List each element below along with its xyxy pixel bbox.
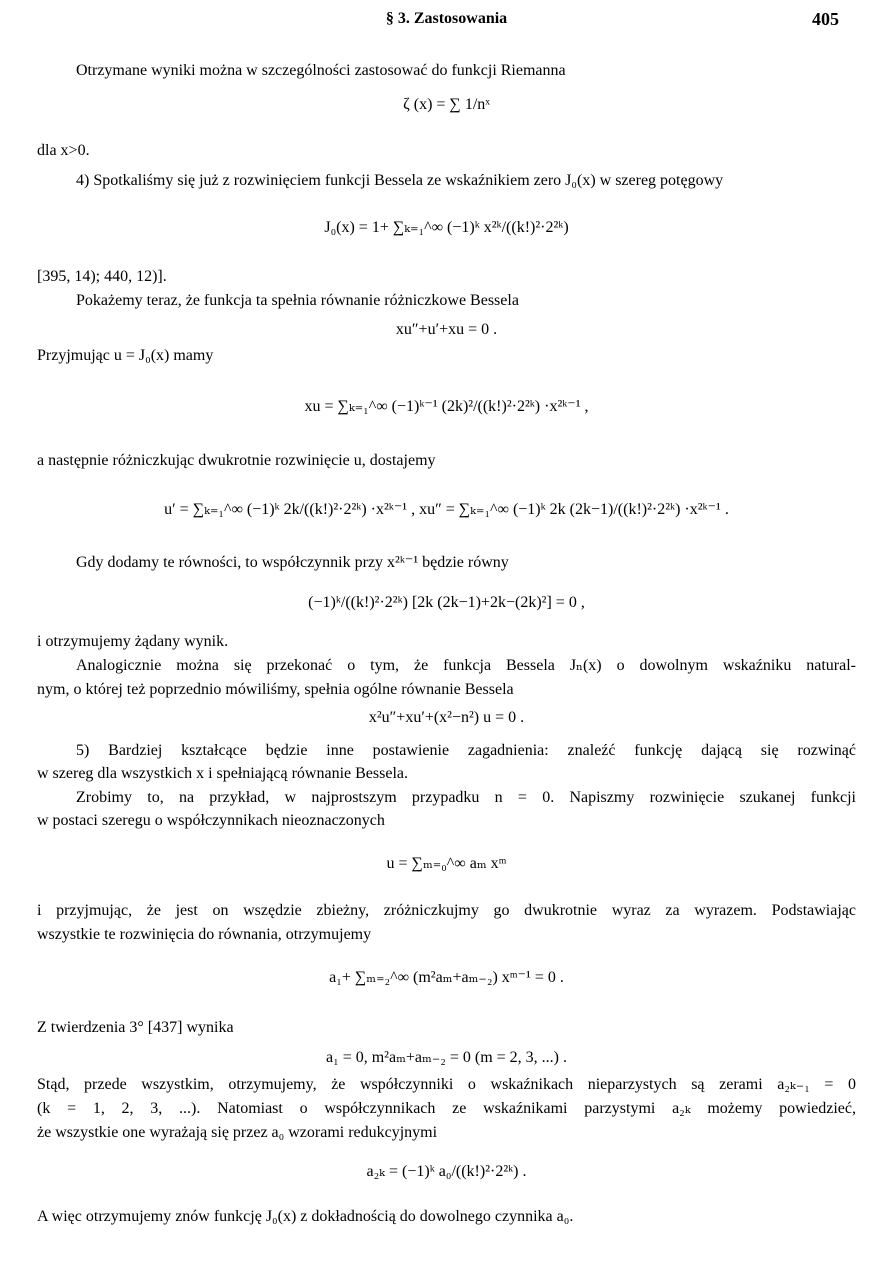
equation-derivatives: u′ = ∑ₖ₌₁^∞ (−1)ᵏ 2k/((k!)²·2²ᵏ) ·x²ᵏ⁻¹ , xu″ = ∑ₖ₌₁^∞ (−1)ᵏ 2k (2k−1)/((k!)²·2²ᵏ) ·x²ᵏ⁻¹ . bbox=[164, 501, 729, 518]
text-line: dla x>0. bbox=[37, 142, 90, 159]
text-line: Stąd, przede wszystkim, otrzymujemy, że współczynniki o wskaźnikach nieparzystych są zerami a₂ₖ₋₁ = 0 bbox=[37, 1076, 856, 1093]
text-line: Gdy dodamy te równości, to współczynnik przy x²ᵏ⁻¹ będzie równy bbox=[76, 554, 509, 571]
equation-coefficient: (−1)ᵏ/((k!)²·2²ᵏ) [2k (2k−1)+2k−(2k)²] = 0 , bbox=[308, 594, 585, 611]
text-line: Pokażemy teraz, że funkcja ta spełnia równanie różniczkowe Bessela bbox=[76, 292, 519, 309]
text-line: 4) Spotkaliśmy się już z rozwinięciem funkcji Bessela ze wskaźnikiem zero J₀(x) w szereg potęgowy bbox=[76, 172, 724, 189]
text-line: 5) Bardziej kształcące będzie inne postawienie zagadnienia: znaleźć funkcję dającą się rozwinąć bbox=[76, 742, 856, 759]
equation-reduction: a₂ₖ = (−1)ᵏ a₀/((k!)²·2²ᵏ) . bbox=[366, 1163, 527, 1180]
equation-riemann-zeta: ζ (x) = ∑ 1/nˣ bbox=[403, 96, 490, 113]
text-line: Zrobimy to, na przykład, w najprostszym przypadku n = 0. Napiszmy rozwinięcie szukanej funkcji bbox=[76, 789, 856, 806]
text-line: Analogicznie można się przekonać o tym, że funkcja Bessela Jₙ(x) o dowolnym wskaźniku natural- bbox=[76, 657, 856, 674]
text-line: (k = 1, 2, 3, ...). Natomiast o współczynnikach ze wskaźnikami parzystymi a₂ₖ możemy powiedzieć, bbox=[37, 1100, 856, 1117]
text-line: i otrzymujemy żądany wynik. bbox=[37, 633, 229, 650]
text-line: wszystkie te rozwinięcia do równania, otrzymujemy bbox=[37, 926, 372, 943]
equation-xu-series: xu = ∑ₖ₌₁^∞ (−1)ᵏ⁻¹ (2k)²/((k!)²·2²ᵏ) ·x²ᵏ⁻¹ , bbox=[304, 398, 589, 415]
equation-substituted: a₁+ ∑ₘ₌₂^∞ (m²aₘ+aₘ₋₂) xᵐ⁻¹ = 0 . bbox=[329, 969, 564, 986]
text-line: w szereg dla wszystkich x i spełniającą równanie Bessela. bbox=[37, 765, 408, 782]
text-line: A więc otrzymujemy znów funkcję J₀(x) z dokładnością do dowolnego czynnika a₀. bbox=[37, 1208, 574, 1225]
page-number: 405 bbox=[812, 9, 839, 29]
running-header: § 3. Zastosowania bbox=[385, 10, 508, 27]
equation-bessel-ode: xu″+u′+xu = 0 . bbox=[395, 321, 498, 338]
text-line: a następnie różniczkując dwukrotnie rozwinięcie u, dostajemy bbox=[37, 452, 436, 469]
text-line: [395, 14); 440, 12)]. bbox=[37, 268, 167, 285]
text-line: nym, o której też poprzednio mówiliśmy, spełnia ogólne równanie Bessela bbox=[37, 681, 514, 698]
equation-recurrence: a₁ = 0, m²aₘ+aₘ₋₂ = 0 (m = 2, 3, ...) . bbox=[326, 1049, 567, 1066]
equation-power-series: u = ∑ₘ₌₀^∞ aₘ xᵐ bbox=[386, 855, 507, 872]
text-line: Przyjmując u = J₀(x) mamy bbox=[37, 347, 214, 364]
equation-general-bessel: x²u″+xu′+(x²−n²) u = 0 . bbox=[368, 709, 525, 726]
text-line: Z twierdzenia 3° [437] wynika bbox=[37, 1019, 234, 1036]
text-line: że wszystkie one wyrażają się przez a₀ wzorami redukcyjnymi bbox=[37, 1124, 438, 1141]
text-line: w postaci szeregu o współczynnikach nieoznaczonych bbox=[37, 812, 385, 829]
text-line: i przyjmując, że jest on wszędzie zbieżny, zróżniczkujmy go dwukrotnie wyraz za wyrazem. Podstawiając bbox=[37, 902, 856, 919]
text-line: Otrzymane wyniki można w szczególności zastosować do funkcji Riemanna bbox=[76, 62, 566, 79]
equation-bessel-series: J₀(x) = 1+ ∑ₖ₌₁^∞ (−1)ᵏ x²ᵏ/((k!)²·2²ᵏ) bbox=[324, 219, 569, 236]
